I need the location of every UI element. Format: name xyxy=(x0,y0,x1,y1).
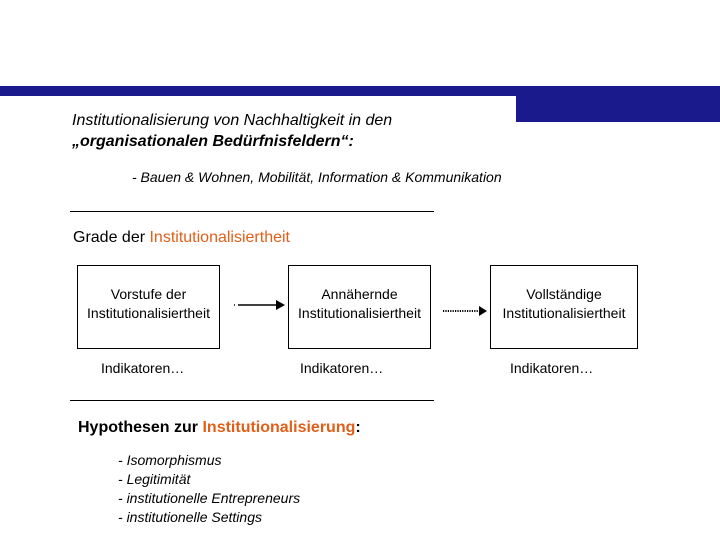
slide-title xyxy=(72,110,512,152)
divider-bottom xyxy=(70,400,434,401)
stage-box-vorstufe xyxy=(77,265,220,349)
grade-heading xyxy=(73,229,290,247)
fields-list: - Bauen & Wohnen, Mobilität, Information & Kommunikation xyxy=(132,169,502,185)
title-line-1: Institutionalisierung von Nachhaltigkeit in den xyxy=(72,112,393,129)
list-item: - institutionelle Settings xyxy=(118,508,300,527)
dotted-arrow-right-icon xyxy=(442,304,488,318)
stage-label-line1: Vollständige xyxy=(526,286,602,302)
title-line-2: „organisationalen Bedürfnisfeldern“: xyxy=(72,133,354,150)
list-item: - institutionelle Entrepreneurs xyxy=(118,489,300,508)
hypotheses-list xyxy=(118,451,300,527)
header-block xyxy=(516,86,720,122)
stage-label-line1: Annähernde xyxy=(321,286,398,302)
stage-box-vollstaendige xyxy=(490,265,638,349)
arrow-right-icon xyxy=(232,298,286,312)
stage-box-annaehernde xyxy=(288,265,431,349)
list-item: - Legitimität xyxy=(118,470,300,489)
grade-highlight: Institutionalisiertheit xyxy=(149,229,290,246)
stage-label-line2: Institutionalisiertheit xyxy=(502,305,626,321)
stage-label-line2: Institutionalisiertheit xyxy=(87,305,210,321)
hypotheses-prefix: Hypothesen zur xyxy=(78,419,203,436)
indicator-label-2: Indikatoren… xyxy=(300,360,384,376)
divider-top xyxy=(70,211,434,212)
hypotheses-suffix: : xyxy=(355,419,361,436)
hypotheses-highlight: Institutionalisierung xyxy=(202,419,356,436)
list-item: - Isomorphismus xyxy=(118,451,300,470)
indicator-label-1: Indikatoren… xyxy=(101,360,185,376)
hypotheses-heading xyxy=(78,419,361,437)
grade-prefix: Grade der xyxy=(73,229,150,246)
stage-label-line1: Vorstufe der xyxy=(110,286,187,302)
indicator-label-3: Indikatoren… xyxy=(510,360,594,376)
stage-label-line2: Institutionalisiertheit xyxy=(298,305,421,321)
